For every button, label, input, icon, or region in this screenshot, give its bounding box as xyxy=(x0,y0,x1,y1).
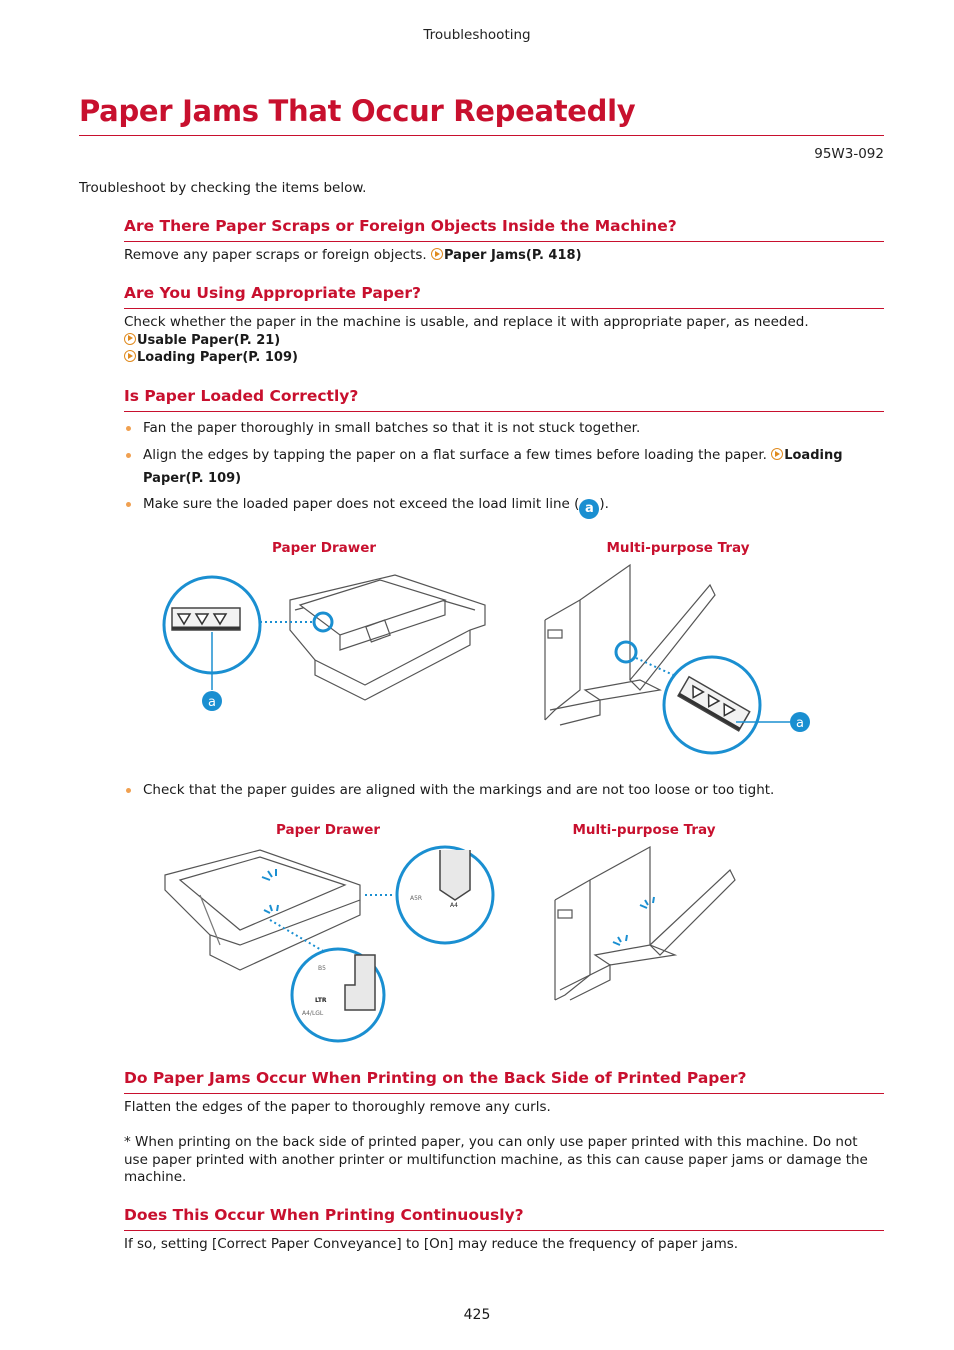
svg-text:A5R: A5R xyxy=(410,895,423,902)
figure-caption-paper-drawer: Paper Drawer xyxy=(271,540,377,556)
running-header: Troubleshooting xyxy=(423,27,531,43)
figure-caption-paper-drawer: Paper Drawer xyxy=(275,822,381,838)
title-rule xyxy=(79,135,884,136)
svg-text:a: a xyxy=(208,695,216,710)
paragraph-text: Check whether the paper in the machine is usable, and replace it with appropriate paper, as needed. xyxy=(124,314,809,330)
section-heading-printing-continuously: Does This Occur When Printing Continuously? xyxy=(124,1206,524,1224)
svg-text:a: a xyxy=(796,716,804,731)
paper-drawer-load-limit-illustration xyxy=(150,560,500,720)
svg-text:LTR: LTR xyxy=(315,997,327,1004)
page-title: Paper Jams That Occur Repeatedly xyxy=(79,94,636,128)
section-paragraph xyxy=(124,314,884,367)
list-item: Check that the paper guides are aligned with the markings and are not too loose or too tight. xyxy=(124,779,884,801)
section-heading-appropriate-paper: Are You Using Appropriate Paper? xyxy=(124,284,422,302)
page-number: 425 xyxy=(463,1307,491,1323)
list-item: Make sure the loaded paper does not exceed the load limit line ( a ). xyxy=(124,493,884,519)
note-text: * When printing on the back side of printed paper, you can only use paper printed with this machine. Do not use paper printed with another printer or multifunction machine, as this can cause paper jams or damage the machine. xyxy=(124,1134,868,1185)
paper-drawer-guides-illustration xyxy=(160,845,500,1045)
link-arrow-icon xyxy=(771,448,783,460)
svg-text:A4: A4 xyxy=(450,902,458,909)
section-paragraph xyxy=(124,247,884,265)
link-arrow-icon xyxy=(124,333,136,345)
callout-a-badge: a xyxy=(579,499,599,519)
bullet-icon xyxy=(126,502,131,507)
link-usable-paper[interactable]: Usable Paper(P. 21) xyxy=(124,333,280,348)
paragraph-text: Remove any paper scraps or foreign objects. xyxy=(124,247,427,263)
document-code: 95W3-092 xyxy=(814,146,884,162)
multipurpose-tray-guides-illustration xyxy=(550,845,750,1010)
svg-text:A4/LGL: A4/LGL xyxy=(302,1010,324,1017)
list-item: Fan the paper thoroughly in small batches so that it is not stuck together. xyxy=(124,417,884,439)
paragraph-text: Flatten the edges of the paper to thoroughly remove any curls. xyxy=(124,1099,551,1115)
link-arrow-icon xyxy=(124,350,136,362)
section-rule xyxy=(124,308,884,309)
section-rule xyxy=(124,1093,884,1094)
svg-text:B5: B5 xyxy=(318,965,326,972)
bullet-icon xyxy=(126,426,131,431)
section-heading-foreign-objects: Are There Paper Scraps or Foreign Objects Inside the Machine? xyxy=(124,217,677,235)
link-arrow-icon xyxy=(431,248,443,260)
section-rule xyxy=(124,1230,884,1231)
section-heading-back-side: Do Paper Jams Occur When Printing on the Back Side of Printed Paper? xyxy=(124,1069,747,1087)
link-paper-jams[interactable]: Paper Jams(P. 418) xyxy=(431,248,582,263)
section-rule xyxy=(124,241,884,242)
figure-caption-multipurpose-tray: Multi-purpose Tray xyxy=(606,540,750,556)
link-loading-paper[interactable]: Loading Paper(P. 109) xyxy=(124,350,298,365)
bullet-icon xyxy=(126,788,131,793)
bullet-icon xyxy=(126,453,131,458)
list-item: Align the edges by tapping the paper on a flat surface a few times before loading the paper. Loading Paper(P. 109) xyxy=(124,444,884,490)
section-heading-paper-loaded: Is Paper Loaded Correctly? xyxy=(124,387,359,405)
figure-caption-multipurpose-tray: Multi-purpose Tray xyxy=(572,822,716,838)
paragraph-text: If so, setting [Correct Paper Conveyance] to [On] may reduce the frequency of paper jams. xyxy=(124,1236,739,1252)
link-loading-paper[interactable]: Loading Paper(P. 109) xyxy=(143,448,843,486)
section-rule xyxy=(124,411,884,412)
multipurpose-tray-load-limit-illustration xyxy=(540,560,820,760)
intro-text: Troubleshoot by checking the items below. xyxy=(79,180,367,196)
